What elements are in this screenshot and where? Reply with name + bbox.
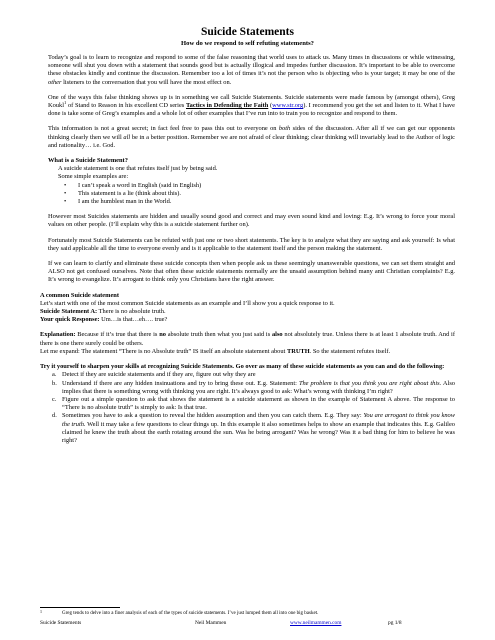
footnote-divider [40, 607, 120, 608]
footnote-text: Greg tends to delve into a finer analysis of each of the types of suicide statements. I’ve just lumped them all into one big basket. [62, 611, 319, 616]
hidden-suicides-paragraph: However most Suicides statements are hidden and usually sound good and correct and may even sound kind and loving: E.g. It’s wrong to force your moral values on other people. (I’ll explain why this is a suicide statement further on). [48, 213, 455, 229]
list-item: • I can’t speak a word in English (said in English) [78, 182, 455, 190]
footnote-number: 1 [40, 609, 42, 614]
cd-series-title: Tactics in Defending the Faith [186, 102, 269, 110]
section-heading: Try it yourself to sharpen your skills at recognizing Suicide Statements. Go over as many of these suicide statements as you can and do the following: [40, 363, 445, 371]
intro-paragraph: Today’s goal is to learn to recognize and respond to some of the false reasoning that world uses to attack us. Many times in discussions or while witnessing, someone will shut you down with a statement that sounds good but is actually illogical and impedes further discussion. It’s important to be able to overcome these obstacles kindly and continue the discussion. Remember too a lot of times it’s not the person who is objecting who is your target; it may be one of the other listeners to the conversation that you will have the most effect on. [48, 54, 455, 86]
list-item: a. Detect if they are suicide statements and if they are, figure out why they are [52, 371, 256, 379]
examples-list [48, 182, 455, 207]
str-link[interactable]: www.str.org [272, 102, 304, 110]
page-subtitle: How do we respond to self refuting statements? [181, 40, 314, 47]
list-item: • This statement is a lie (think about this). [78, 190, 455, 198]
koukl-paragraph: One of the ways this false thinking shows up is in something we call Suicide Statements. Suicide statements were made famous by (amongst others), Greg Koukl$^1$ of Stand to Reason in his excellent CD series Tactics in Defending the Faith (www.str.org). I recommend you get the set and listen to it. What I have done is take some of Greg’s examples and a whole lot of other examples that I’ve run into to train you to recognize and respond to them. [48, 93, 455, 118]
common-statement-section: A common Suicide statement Let’s start with one of the most common Suicide statements as an example and I’ll show you a quick response to it. Suicide Statement A: There is no absolute truth. Your quick Response: Um…is that…eh…. true? [40, 292, 455, 325]
footnote [40, 611, 455, 617]
definition-section: What is a Suicide Statement? A suicide statement is one that refutes itself just by being said. Some simple examples are: • I can’t speak a word in English (said in English) • This statement is a lie (think about this). • I am the humblest man in the World. [40, 157, 455, 206]
practice-section [40, 363, 455, 445]
footer-url[interactable]: www.neilmammen.com [290, 620, 342, 626]
footer-doc-title: Suicide Statements [40, 620, 82, 626]
not-secret-paragraph: This information is not a great secret; in fact feel free to pass this out to everyone on both sides of the discussion. After all if we can get our opponents thinking clearly then we will all be in a better position. Remember we are not afraid of clear thinking; clear thinking will invariably lead to the Author of logic and rationality… i.e. God. [48, 125, 455, 149]
steps-list [40, 371, 455, 445]
clarify-paragraph: If we can learn to clarify and eliminate these suicide concepts then when people ask us these seemingly unanswerable questions, we can set them straight and ALSO not get confused ourselves. Note that often these suicide statements normally are the unsaid assumption behind many anti Christian complaints? E.g. It’s wrong to evangelize. It’s arrogant to think only you Christians have the right answer. [48, 260, 455, 284]
footer-author: Neil Mammen [195, 620, 227, 626]
list-item: c. Figure out a simple question to ask that shows the statement is a suicide statement as shown in the example of Statement A above. The response to “There is no absolute truth” is simply to ask: Is that true. [52, 395, 455, 412]
list-item: b. Understand if there are any hidden insinuations and try to bring these out. E.g. Statement: The problem is that you think you are right about this. Also implies that there is something wrong with thinking you are right. It’s always good to ask: What’s wrong with thinking I’m right? [52, 379, 455, 395]
section-heading: A common Suicide statement [40, 291, 119, 299]
explanation-section: Explanation: Because if it’s true that there is no absolute truth then what you just said is also not absolutely true. Unless there is at least 1 absolute truth. And if there is one there surely could be others. Let me expand: The statement “There is no Absolute truth” IS itself an absolute statement about TRUTH. So the statement refutes itself. [40, 331, 455, 355]
footnote-ref[interactable]: 1 [63, 100, 67, 106]
page-title: Suicide Statements [201, 26, 294, 38]
refute-paragraph: Fortunately most Suicide Statements can be refuted with just one or two short statements. The key is to analyze what they are saying and ask yourself: Is what they said applicable all the time to everyone evenly and is it applicable to the statement itself and the person making the statement. [48, 236, 455, 252]
footer-page-number: pg 1/8 [388, 620, 402, 626]
section-heading: What is a Suicide Statement? [48, 157, 128, 165]
list-item: d. Sometimes you have to ask a question to reveal the hidden assumption and then you can catch them. E.g. They say: You are arrogant to think you know the truth. Well it may take a few questions to clear things up. In this example it also sometimes helps to show an example that indicates this. E.g. Galileo claimed he knew the truth about the earth rotating around the sun. Was he being arrogant? Was he wrong? Was it a bad thing for him to believe he was right? [52, 412, 455, 444]
list-item: • I am the humblest man in the World. [78, 198, 455, 206]
